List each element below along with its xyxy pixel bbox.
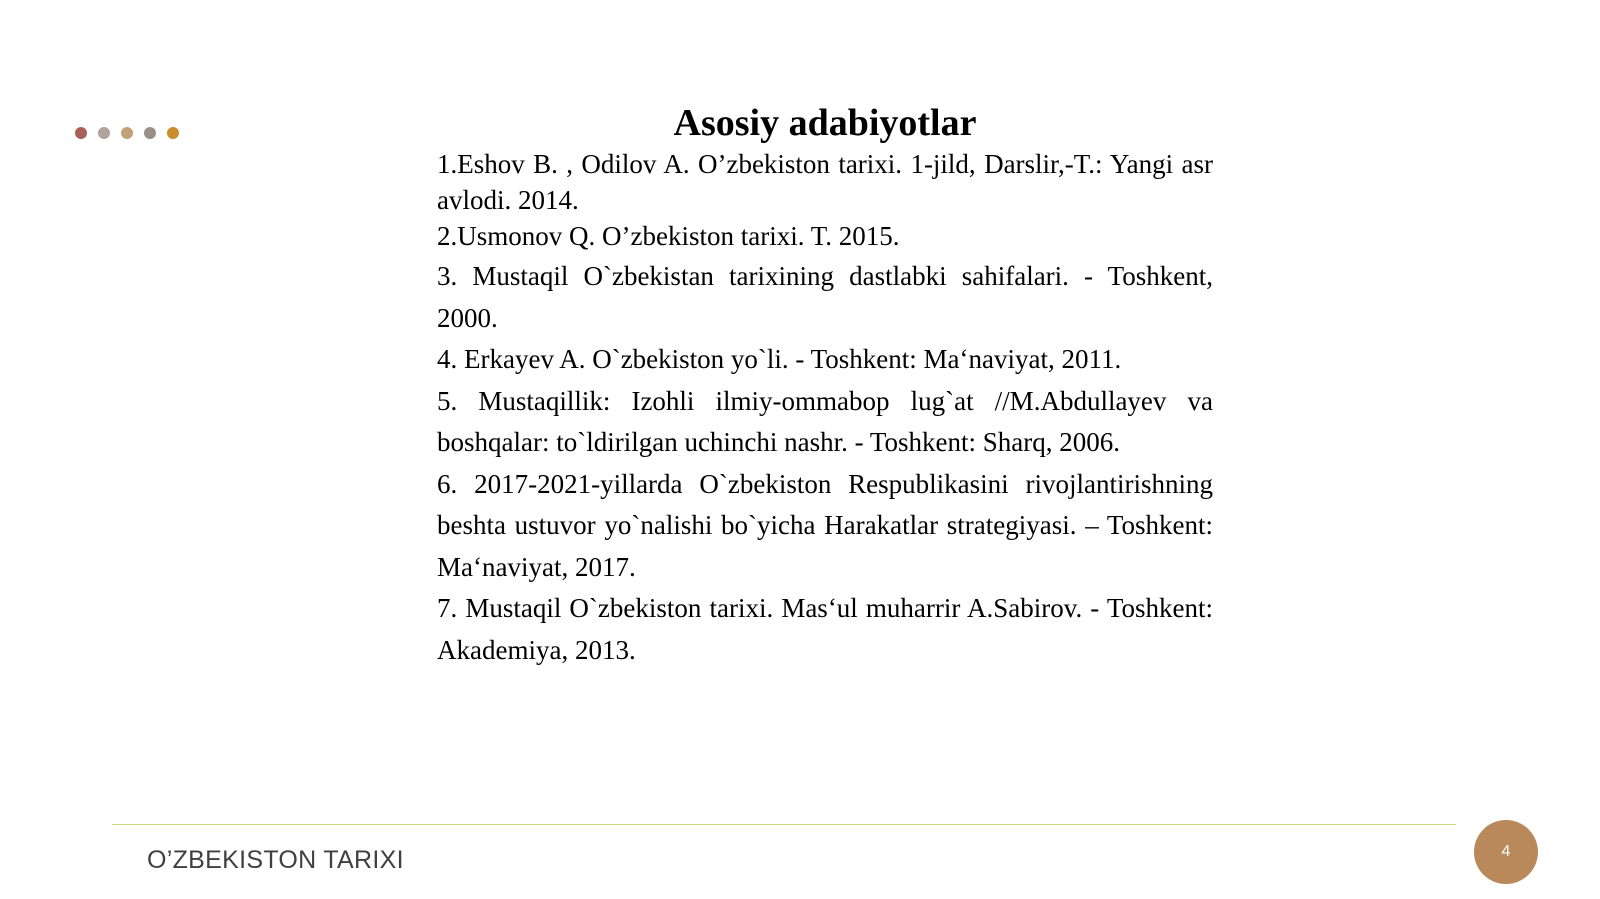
reference-item: 6. 2017-2021-yillarda O`zbekiston Respublikasini rivojlantirishning beshta ustuvor yo`nalishi bo`yicha Harakatlar strategiyasi. – Toshkent: Ma‘naviyat, 2017. <box>437 468 1213 582</box>
footer-divider <box>112 824 1456 825</box>
reference-item: 5. Mustaqillik: Izohli ilmiy-ommabop lug`at //M.Abdullayev va boshqalar: to`ldirilgan uchinchi nashr. - Toshkent: Sharq, 2006. <box>437 385 1213 457</box>
page-number-badge <box>1474 820 1538 884</box>
page-number: 4 <box>1501 843 1511 860</box>
reference-item: 3. Mustaqil O`zbekistan tarixining dastlabki sahifalari. - Toshkent, 2000. <box>437 261 1213 333</box>
footer-label: O’ZBEKISTON TARIXI <box>147 846 404 874</box>
slide-title: Asosiy adabiyotlar <box>673 102 977 144</box>
reference-item: 4. Erkayev A. O`zbekiston yo`li. - Toshkent: Ma‘naviyat, 2011. <box>437 344 1122 374</box>
reference-list <box>437 146 1213 671</box>
reference-item: 1.Eshov B. , Odilov A. O’zbekiston tarixi. 1-jild, Darslir,-T.: Yangi asr avlodi. 2014. <box>437 149 1213 215</box>
reference-item: 7. Mustaqil O`zbekiston tarixi. Mas‘ul muharrir A.Sabirov. - Toshkent: Akademiya, 2013. <box>437 593 1213 665</box>
reference-item: 2.Usmonov Q. O’zbekiston tarixi. T. 2015. <box>437 221 900 251</box>
